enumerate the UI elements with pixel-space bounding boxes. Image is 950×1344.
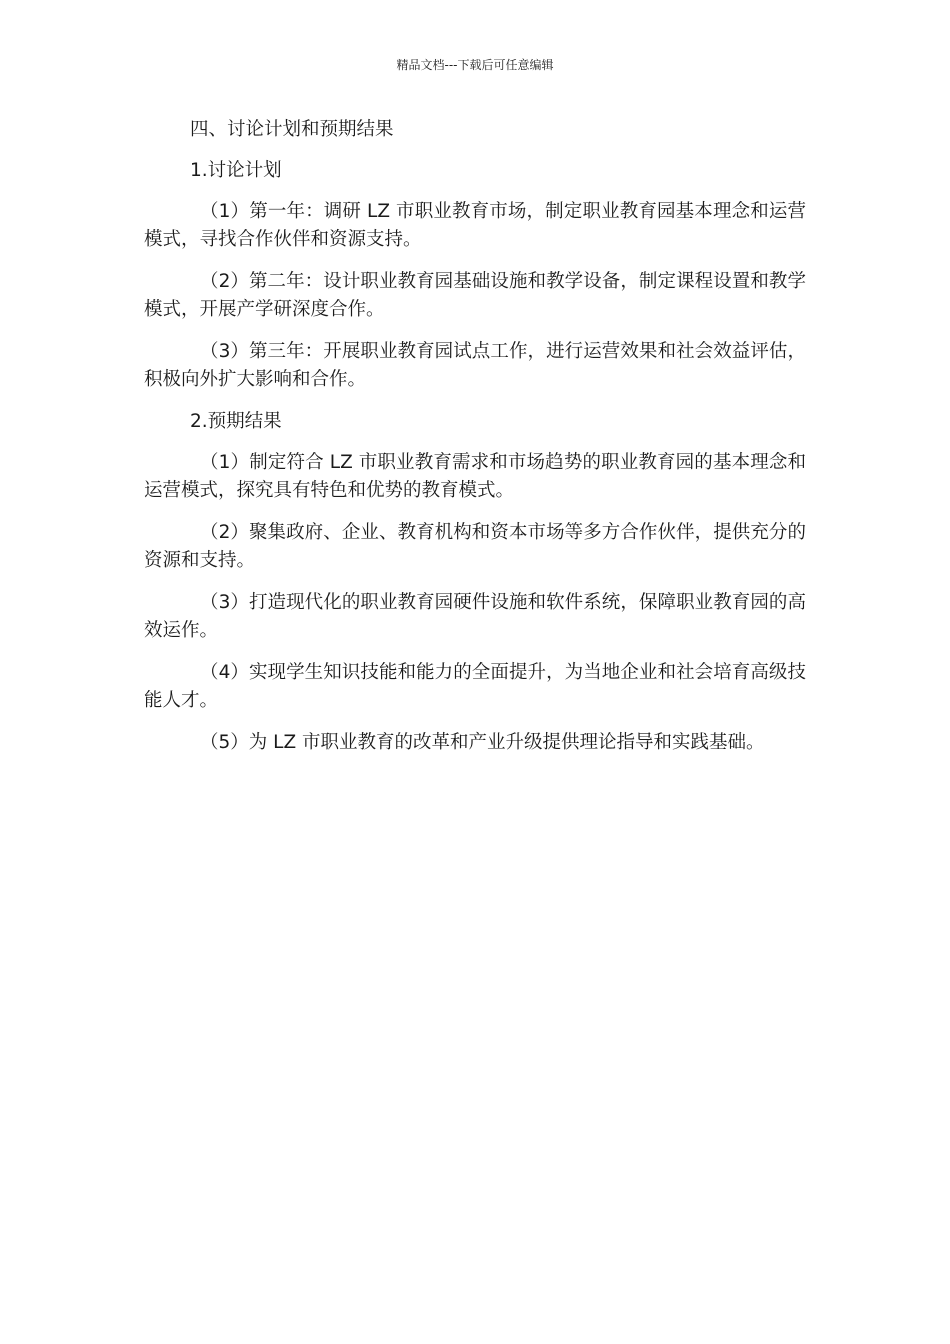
page-header: 精品文档---下载后可任意编辑 bbox=[396, 58, 554, 72]
plan-item: （3）第三年：开展职业教育园试点工作，进行运营效果和社会效益评估，积极向外扩大影响和合作。 bbox=[144, 341, 806, 390]
result-item: （5）为 LZ 市职业教育的改革和产业升级提供理论指导和实践基础。 bbox=[200, 732, 765, 753]
plan-item: （2）第二年：设计职业教育园基础设施和教学设备，制定课程设置和教学模式，开展产学研深度合作。 bbox=[144, 271, 806, 320]
plan-item: （1）第一年：调研 LZ 市职业教育市场，制定职业教育园基本理念和运营模式，寻找合作伙伴和资源支持。 bbox=[144, 201, 806, 250]
result-item: （4）实现学生知识技能和能力的全面提升，为当地企业和社会培育高级技能人才。 bbox=[144, 662, 806, 711]
result-item: （3）打造现代化的职业教育园硬件设施和软件系统，保障职业教育园的高效运作。 bbox=[144, 592, 806, 641]
plan-heading: 1.讨论计划 bbox=[190, 160, 282, 181]
results-heading: 2.预期结果 bbox=[190, 411, 282, 432]
result-item: （2）聚集政府、企业、教育机构和资本市场等多方合作伙伴，提供充分的资源和支持。 bbox=[144, 522, 806, 571]
result-item: （1）制定符合 LZ 市职业教育需求和市场趋势的职业教育园的基本理念和运营模式，探究具有特色和优势的教育模式。 bbox=[144, 452, 806, 501]
section-title: 四、讨论计划和预期结果 bbox=[190, 119, 394, 140]
document-body bbox=[144, 116, 806, 757]
